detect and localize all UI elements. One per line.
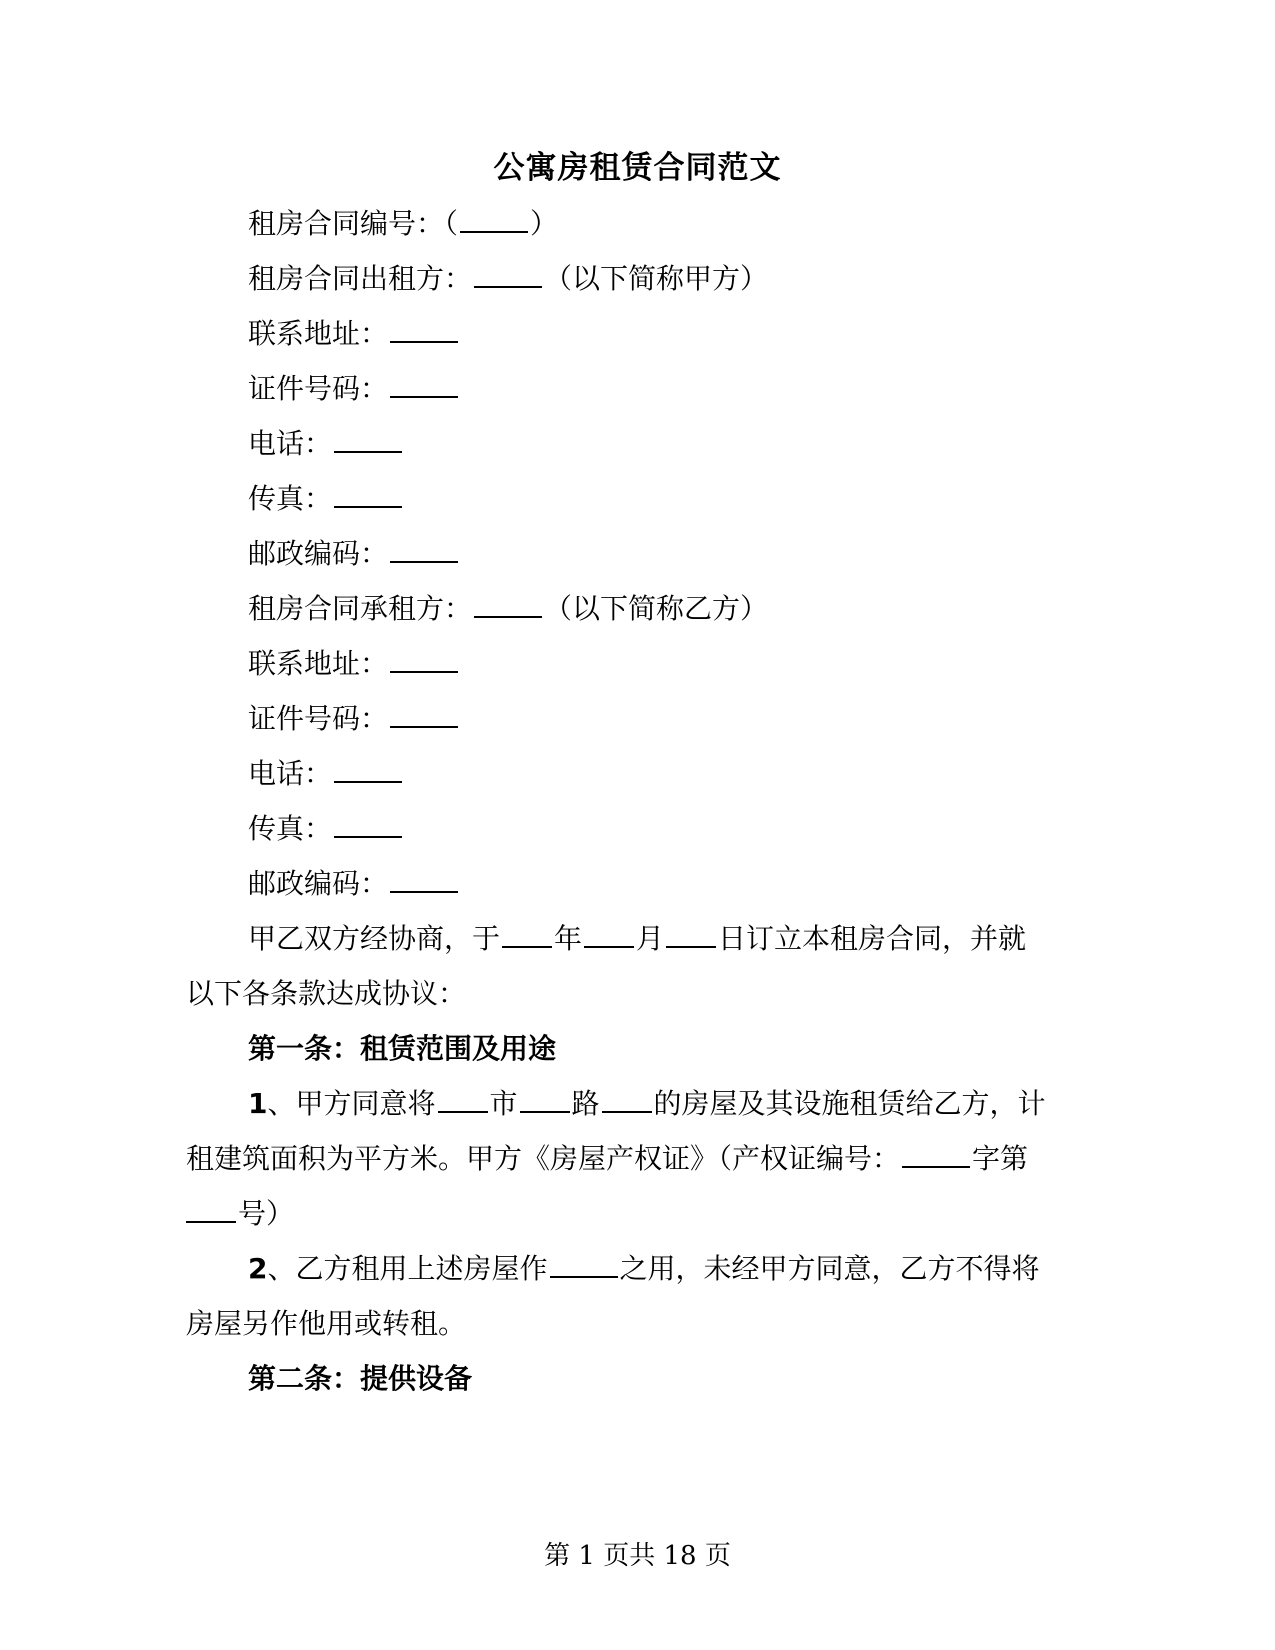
item-1-line-2-text-2: 字第 <box>972 1142 1029 1175</box>
year-blank <box>502 920 552 948</box>
agreement-line-2: 以下各条款达成协议： <box>186 977 467 1010</box>
lessee-fax-line <box>248 809 1148 849</box>
certificate-blank <box>902 1140 970 1168</box>
item-1-text: 、甲方同意将 <box>267 1087 436 1120</box>
lessor-id-line <box>248 369 1148 409</box>
lessee-blank <box>474 590 542 618</box>
lessee-fax-label: 传真： <box>248 812 333 845</box>
article-2-heading: 第二条：提供设备 <box>248 1362 473 1395</box>
lessor-phone-label: 电话： <box>248 427 333 460</box>
lessee-phone-label: 电话： <box>248 757 333 790</box>
lessor-address-line <box>248 314 1148 354</box>
lessee-postcode-line <box>248 864 1148 904</box>
lessee-phone-blank <box>334 755 402 783</box>
article-1-item-2-line-1 <box>248 1249 1148 1289</box>
lessor-address-label: 联系地址： <box>248 317 389 350</box>
item-2-text-2: 之用，未经甲方同意，乙方不得将 <box>619 1252 1040 1285</box>
lessee-label: 租房合同承租方： <box>248 592 473 625</box>
lessor-fax-label: 传真： <box>248 482 333 515</box>
item-1-text-2: 的房屋及其设施租赁给乙方，计 <box>653 1087 1046 1120</box>
lessee-address-line <box>248 644 1148 684</box>
contract-number-line <box>248 204 1148 244</box>
document-title: 公寓房租赁合同范文 <box>493 150 782 186</box>
agreement-line-1 <box>248 919 1148 959</box>
lessor-fax-blank <box>334 480 402 508</box>
lessee-id-label: 证件号码： <box>248 702 389 735</box>
agreement-text-2: 日订立本租房合同，并就 <box>718 922 1027 955</box>
lessee-postcode-label: 邮政编码： <box>248 867 389 900</box>
lessor-id-label: 证件号码： <box>248 372 389 405</box>
lessor-suffix: （以下简称甲方） <box>544 262 769 295</box>
item-1-line-2-text: 租建筑面积为平方米。甲方《房屋产权证》（产权证编号： <box>186 1142 901 1175</box>
item-1-number: 1 <box>248 1087 268 1120</box>
article-1-item-1-line-1 <box>248 1084 1148 1124</box>
lessee-address-blank <box>390 645 458 673</box>
lessor-postcode-line <box>248 534 1148 574</box>
page-footer: 第 1 页共 18 页 <box>544 1541 731 1571</box>
item-1-line-3-text: 号） <box>238 1197 295 1230</box>
article-1-item-1-line-2 <box>186 1139 1086 1179</box>
contract-number-blank <box>460 205 528 233</box>
certificate-number-blank <box>186 1195 236 1223</box>
lessor-id-blank <box>390 370 458 398</box>
lessor-label: 租房合同出租方： <box>248 262 473 295</box>
lessor-postcode-label: 邮政编码： <box>248 537 389 570</box>
lessee-suffix: （以下简称乙方） <box>544 592 769 625</box>
contract-number-close: ） <box>530 207 559 240</box>
day-blank <box>666 920 716 948</box>
month-blank <box>584 920 634 948</box>
road-label: 路 <box>571 1087 600 1120</box>
lessor-blank <box>474 260 542 288</box>
article-1-item-2-line-2: 房屋另作他用或转租。 <box>186 1307 467 1340</box>
lessor-phone-blank <box>334 425 402 453</box>
lessee-address-label: 联系地址： <box>248 647 389 680</box>
road-blank <box>520 1085 570 1113</box>
item-2-number: 2 <box>248 1252 268 1285</box>
lessee-postcode-blank <box>390 865 458 893</box>
lessor-address-blank <box>390 315 458 343</box>
lessor-phone-line <box>248 424 1148 464</box>
lessor-line <box>248 259 1148 299</box>
year-label: 年 <box>554 922 583 955</box>
article-1-item-1-line-3 <box>186 1194 1086 1234</box>
lessee-line <box>248 589 1148 629</box>
agreement-text: 甲乙双方经协商，于 <box>248 922 501 955</box>
item-2-text: 、乙方租用上述房屋作 <box>267 1252 548 1285</box>
lessee-phone-line <box>248 754 1148 794</box>
article-1-heading: 第一条：租赁范围及用途 <box>248 1032 557 1065</box>
lessee-id-blank <box>390 700 458 728</box>
house-blank <box>602 1085 652 1113</box>
contract-number-label: 租房合同编号：（ <box>248 207 459 240</box>
month-label: 月 <box>636 922 665 955</box>
lessee-id-line <box>248 699 1148 739</box>
lessor-fax-line <box>248 479 1148 519</box>
lessee-fax-blank <box>334 810 402 838</box>
city-blank <box>438 1085 488 1113</box>
lessor-postcode-blank <box>390 535 458 563</box>
city-label: 市 <box>489 1087 518 1120</box>
usage-blank <box>550 1250 618 1278</box>
